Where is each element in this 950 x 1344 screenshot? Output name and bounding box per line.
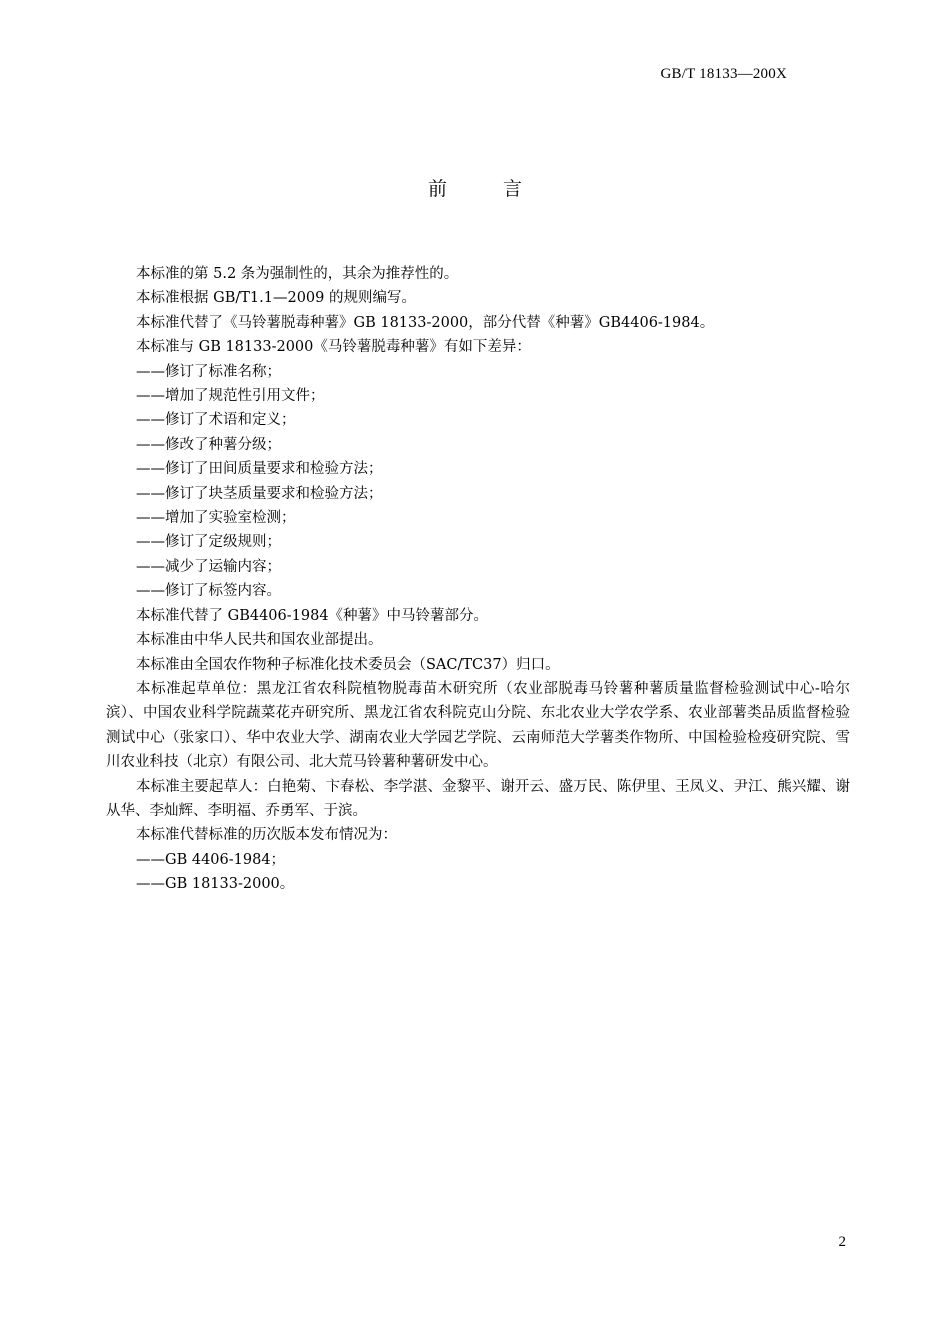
list-item: ——修订了标准名称； (136, 363, 281, 380)
list-item: ——修订了定级规则； (136, 534, 281, 551)
paragraph: 本标准与 GB 18133-2000《马铃薯脱毒种薯》有如下差异： (136, 339, 531, 356)
standard-code: GB/T 18133—200X (660, 66, 787, 82)
list-item: ——增加了实验室检测； (136, 510, 296, 527)
foreword-body (106, 262, 850, 897)
drafters-paragraph: 本标准主要起草人：白艳菊、卞春松、李学湛、金黎平、谢开云、盛万民、陈伊里、王凤义、尹江、熊兴耀、谢从华、李灿辉、李明福、乔勇军、于滨。 (106, 778, 850, 819)
list-item: ——GB 4406-1984； (136, 851, 286, 868)
list-item: ——修订了标签内容。 (136, 583, 281, 600)
page-title (0, 174, 950, 201)
list-item: ——修订了术语和定义； (136, 412, 296, 429)
list-item: ——减少了运输内容； (136, 558, 281, 575)
paragraph: 本标准代替标准的历次版本发布情况为： (136, 827, 397, 844)
list-item: ——GB 18133-2000。 (136, 876, 295, 893)
paragraph: 本标准根据 GB/T1.1—2009 的规则编写。 (136, 290, 416, 307)
list-item: ——修改了种薯分级； (136, 436, 281, 453)
list-item: ——增加了规范性引用文件； (136, 388, 325, 405)
page-number: 2 (838, 1234, 846, 1250)
title-char-2: 言 (503, 178, 523, 200)
title-char-1: 前 (427, 178, 447, 200)
paragraph: 本标准代替了 GB4406-1984《种薯》中马铃薯部分。 (136, 607, 489, 624)
drafting-units-paragraph: 本标准起草单位：黑龙江省农科院植物脱毒苗木研究所（农业部脱毒马铃薯种薯质量监督检验测试中心-哈尔滨）、中国农业科学院蔬菜花卉研究所、黑龙江省农科院克山分院、东北农业大学农学系、农业部薯类品质监督检验测试中心（张家口）、华中农业大学、湖南农业大学园艺学院、云南师范大学薯类作物所、中国检验检疫研究院、雪川农业科技（北京）有限公司、北大荒马铃薯种薯研发中心。 (106, 680, 850, 771)
paragraph: 本标准由全国农作物种子标准化技术委员会（SAC/TC37）归口。 (136, 656, 560, 673)
paragraph: 本标准的第 5.2 条为强制性的，其余为推荐性的。 (136, 266, 459, 282)
list-item: ——修订了块茎质量要求和检验方法； (136, 485, 383, 502)
paragraph: 本标准由中华人民共和国农业部提出。 (136, 632, 383, 649)
paragraph: 本标准代替了《马铃薯脱毒种薯》GB 18133-2000，部分代替《种薯》GB4406-1984。 (136, 314, 715, 331)
list-item: ——修订了田间质量要求和检验方法； (136, 461, 383, 478)
